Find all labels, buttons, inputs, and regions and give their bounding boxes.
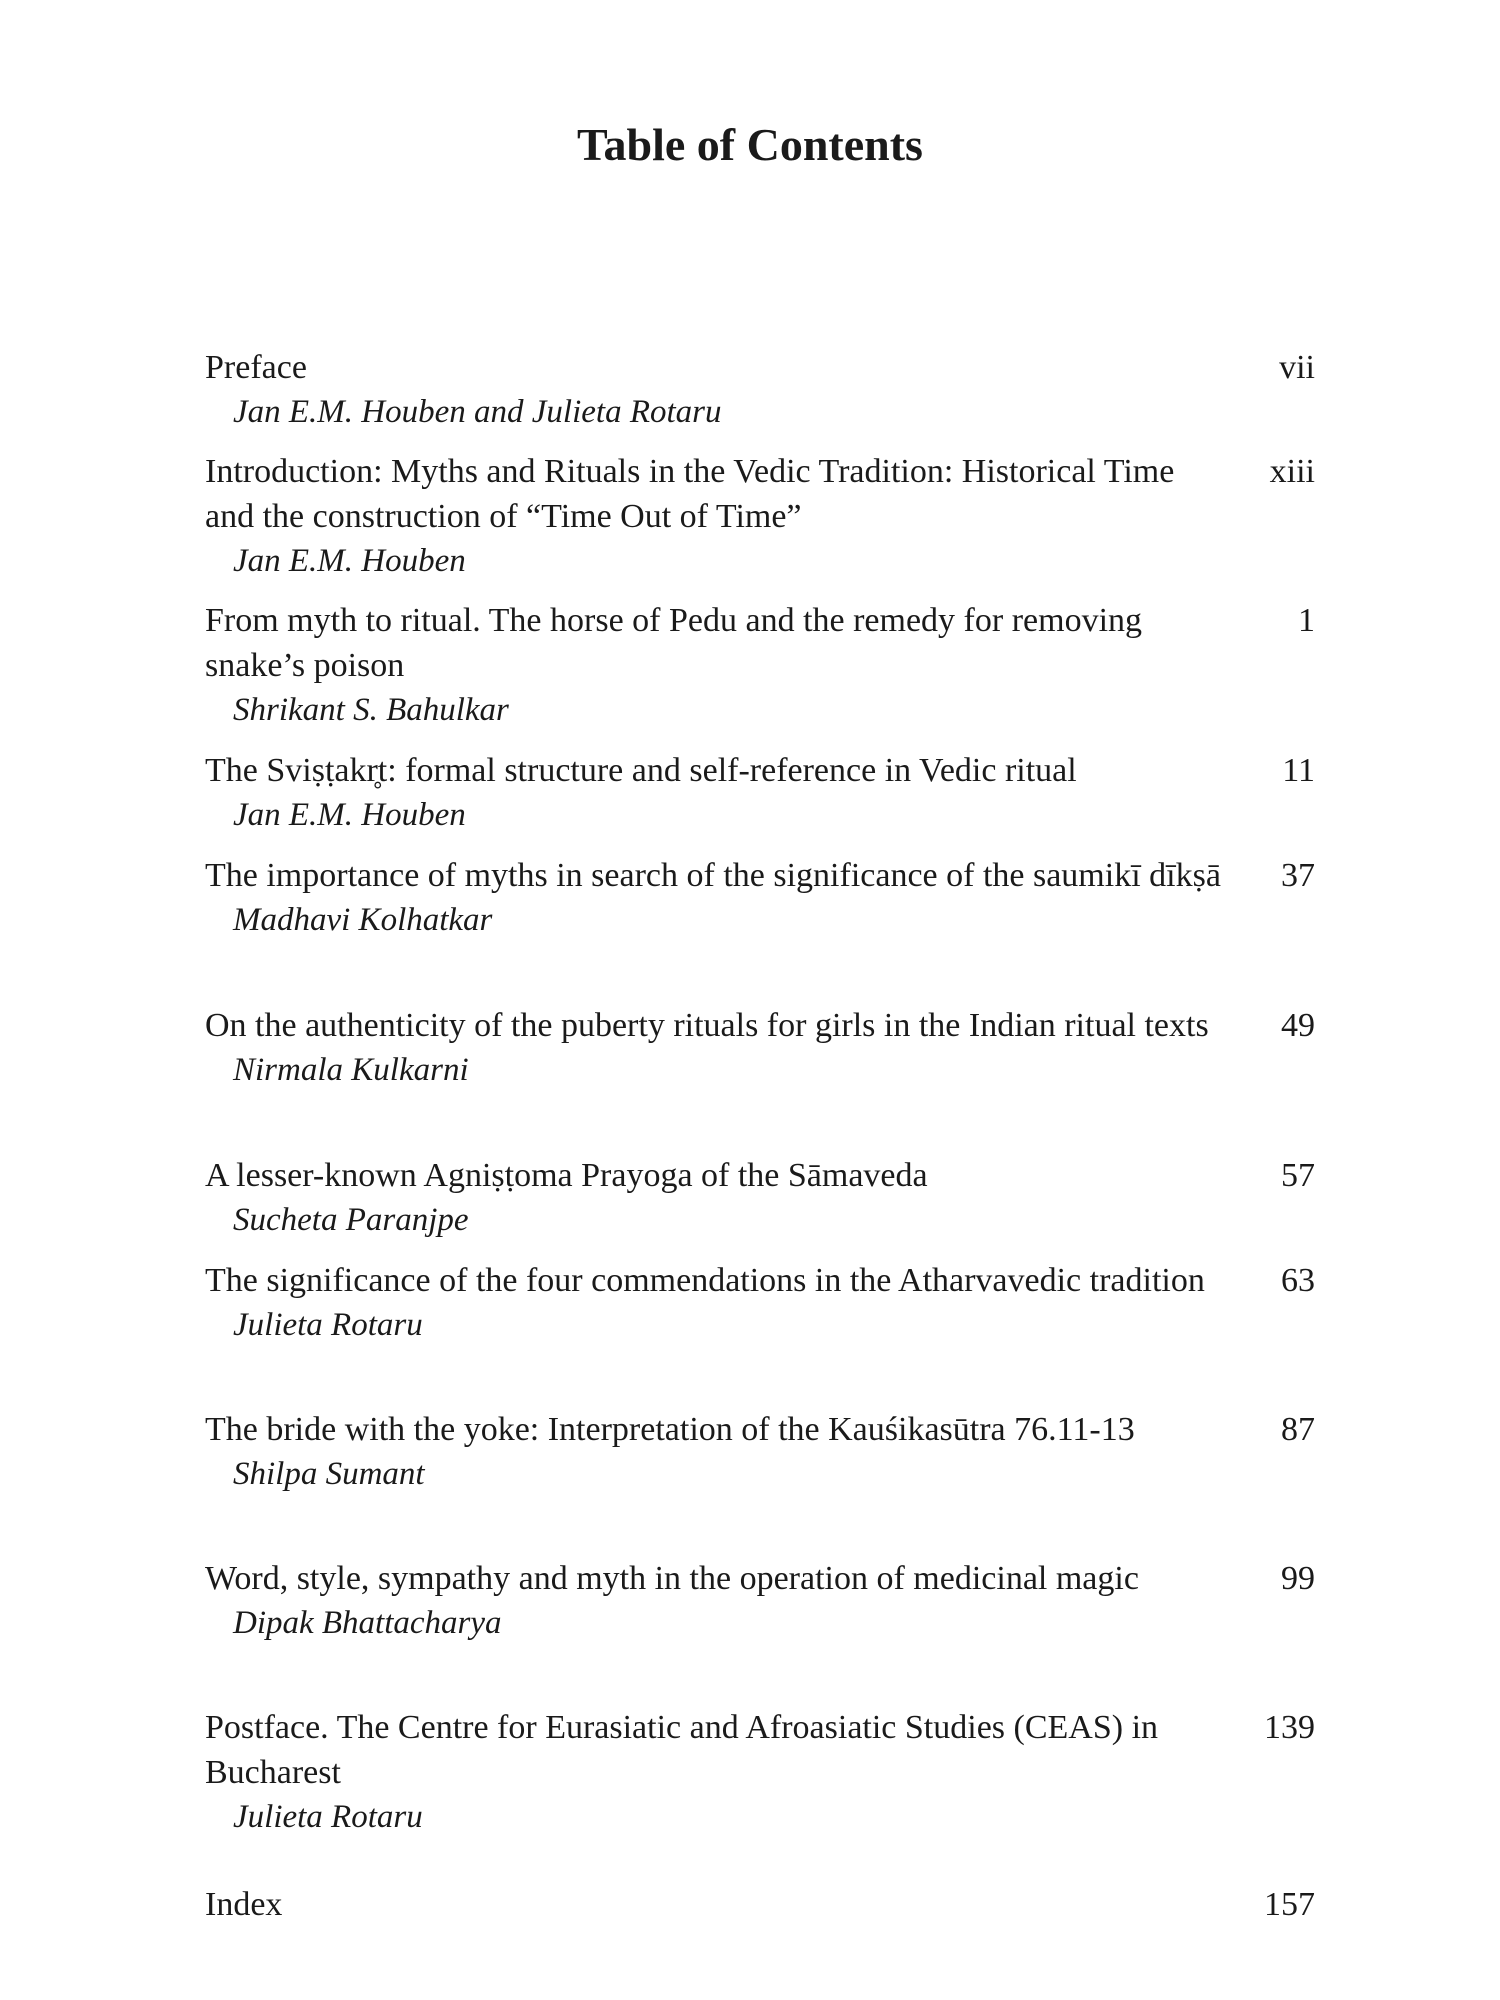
toc-entry-title: From myth to ritual. The horse of Pedu and the remedy for removing snake’s poison	[205, 602, 1143, 684]
toc-entry-page: 57	[1281, 1157, 1315, 1194]
toc-entry-agnistoma	[205, 1153, 1315, 1243]
toc-entry-svistakrt	[205, 748, 1315, 838]
toc-entry-introduction	[205, 449, 1315, 584]
toc-entry-index	[205, 1882, 1315, 1927]
toc-entry-author: Jan E.M. Houben	[233, 797, 466, 833]
toc-entry-title: The Sviṣṭakr̥t: formal structure and self-reference in Vedic ritual	[205, 752, 1077, 789]
toc-entry-author: Julieta Rotaru	[233, 1307, 423, 1343]
toc-entry-page: 157	[1264, 1886, 1315, 1923]
toc-entry-title: Postface. The Centre for Eurasiatic and Afroasiatic Studies (CEAS) in Bucharest	[205, 1709, 1159, 1791]
toc-entry-puberty-rituals	[205, 1003, 1315, 1093]
toc-entry-page: 1	[1298, 602, 1315, 639]
toc-entry-page: 139	[1264, 1709, 1315, 1746]
toc-entry-title: On the authenticity of the puberty rituals for girls in the Indian ritual texts	[205, 1007, 1209, 1044]
toc-entry-page: 99	[1281, 1560, 1315, 1597]
toc-entry-medicinal-magic	[205, 1556, 1315, 1646]
toc-entry-author: Sucheta Paranjpe	[233, 1202, 469, 1238]
toc-entry-page: xiii	[1269, 453, 1315, 490]
toc-entry-bride-with-yoke	[205, 1407, 1315, 1497]
toc-entry-page: 37	[1281, 857, 1315, 894]
toc-entry-author: Jan E.M. Houben	[233, 543, 466, 579]
toc-entry-myth-to-ritual	[205, 598, 1315, 733]
toc-entry-title: A lesser-known Agniṣṭoma Prayoga of the Sāmaveda	[205, 1157, 928, 1194]
toc-entry-author: Nirmala Kulkarni	[233, 1052, 469, 1088]
toc-entry-page: vii	[1279, 349, 1315, 386]
toc-entry-title: Index	[205, 1886, 283, 1923]
toc-entry-author: Jan E.M. Houben and Julieta Rotaru	[233, 394, 722, 430]
toc-entry-title: The bride with the yoke: Interpretation of the Kauśikasūtra 76.11-13	[205, 1411, 1135, 1448]
toc-entry-author: Madhavi Kolhatkar	[233, 902, 493, 938]
toc-entry-page: 63	[1281, 1262, 1315, 1299]
toc-entry-four-commendations	[205, 1258, 1315, 1348]
toc-entry-title: The importance of myths in search of the significance of the saumikī dīkṣā	[205, 857, 1221, 894]
toc-entry-title: Preface	[205, 349, 307, 386]
toc-entry-page: 49	[1281, 1007, 1315, 1044]
toc-entry-author: Dipak Bhattacharya	[233, 1605, 502, 1641]
toc-entry-preface	[205, 345, 1315, 435]
page-title: Table of Contents	[577, 119, 923, 170]
toc-entry-title: Word, style, sympathy and myth in the operation of medicinal magic	[205, 1560, 1139, 1597]
toc-entry-author: Shilpa Sumant	[233, 1456, 425, 1492]
toc-entry-postface	[205, 1705, 1315, 1840]
toc-entry-author: Julieta Rotaru	[233, 1799, 423, 1835]
toc-entry-title: The significance of the four commendations in the Atharvavedic tradition	[205, 1262, 1205, 1299]
toc-entry-page: 11	[1282, 752, 1315, 789]
toc-entry-title: Introduction: Myths and Rituals in the Vedic Tradition: Historical Time and the construction of “Time Out of Time”	[205, 453, 1175, 535]
toc-entry-importance-of-myths	[205, 853, 1315, 943]
toc-entry-author: Shrikant S. Bahulkar	[233, 692, 509, 728]
toc-entry-page: 87	[1281, 1411, 1315, 1448]
